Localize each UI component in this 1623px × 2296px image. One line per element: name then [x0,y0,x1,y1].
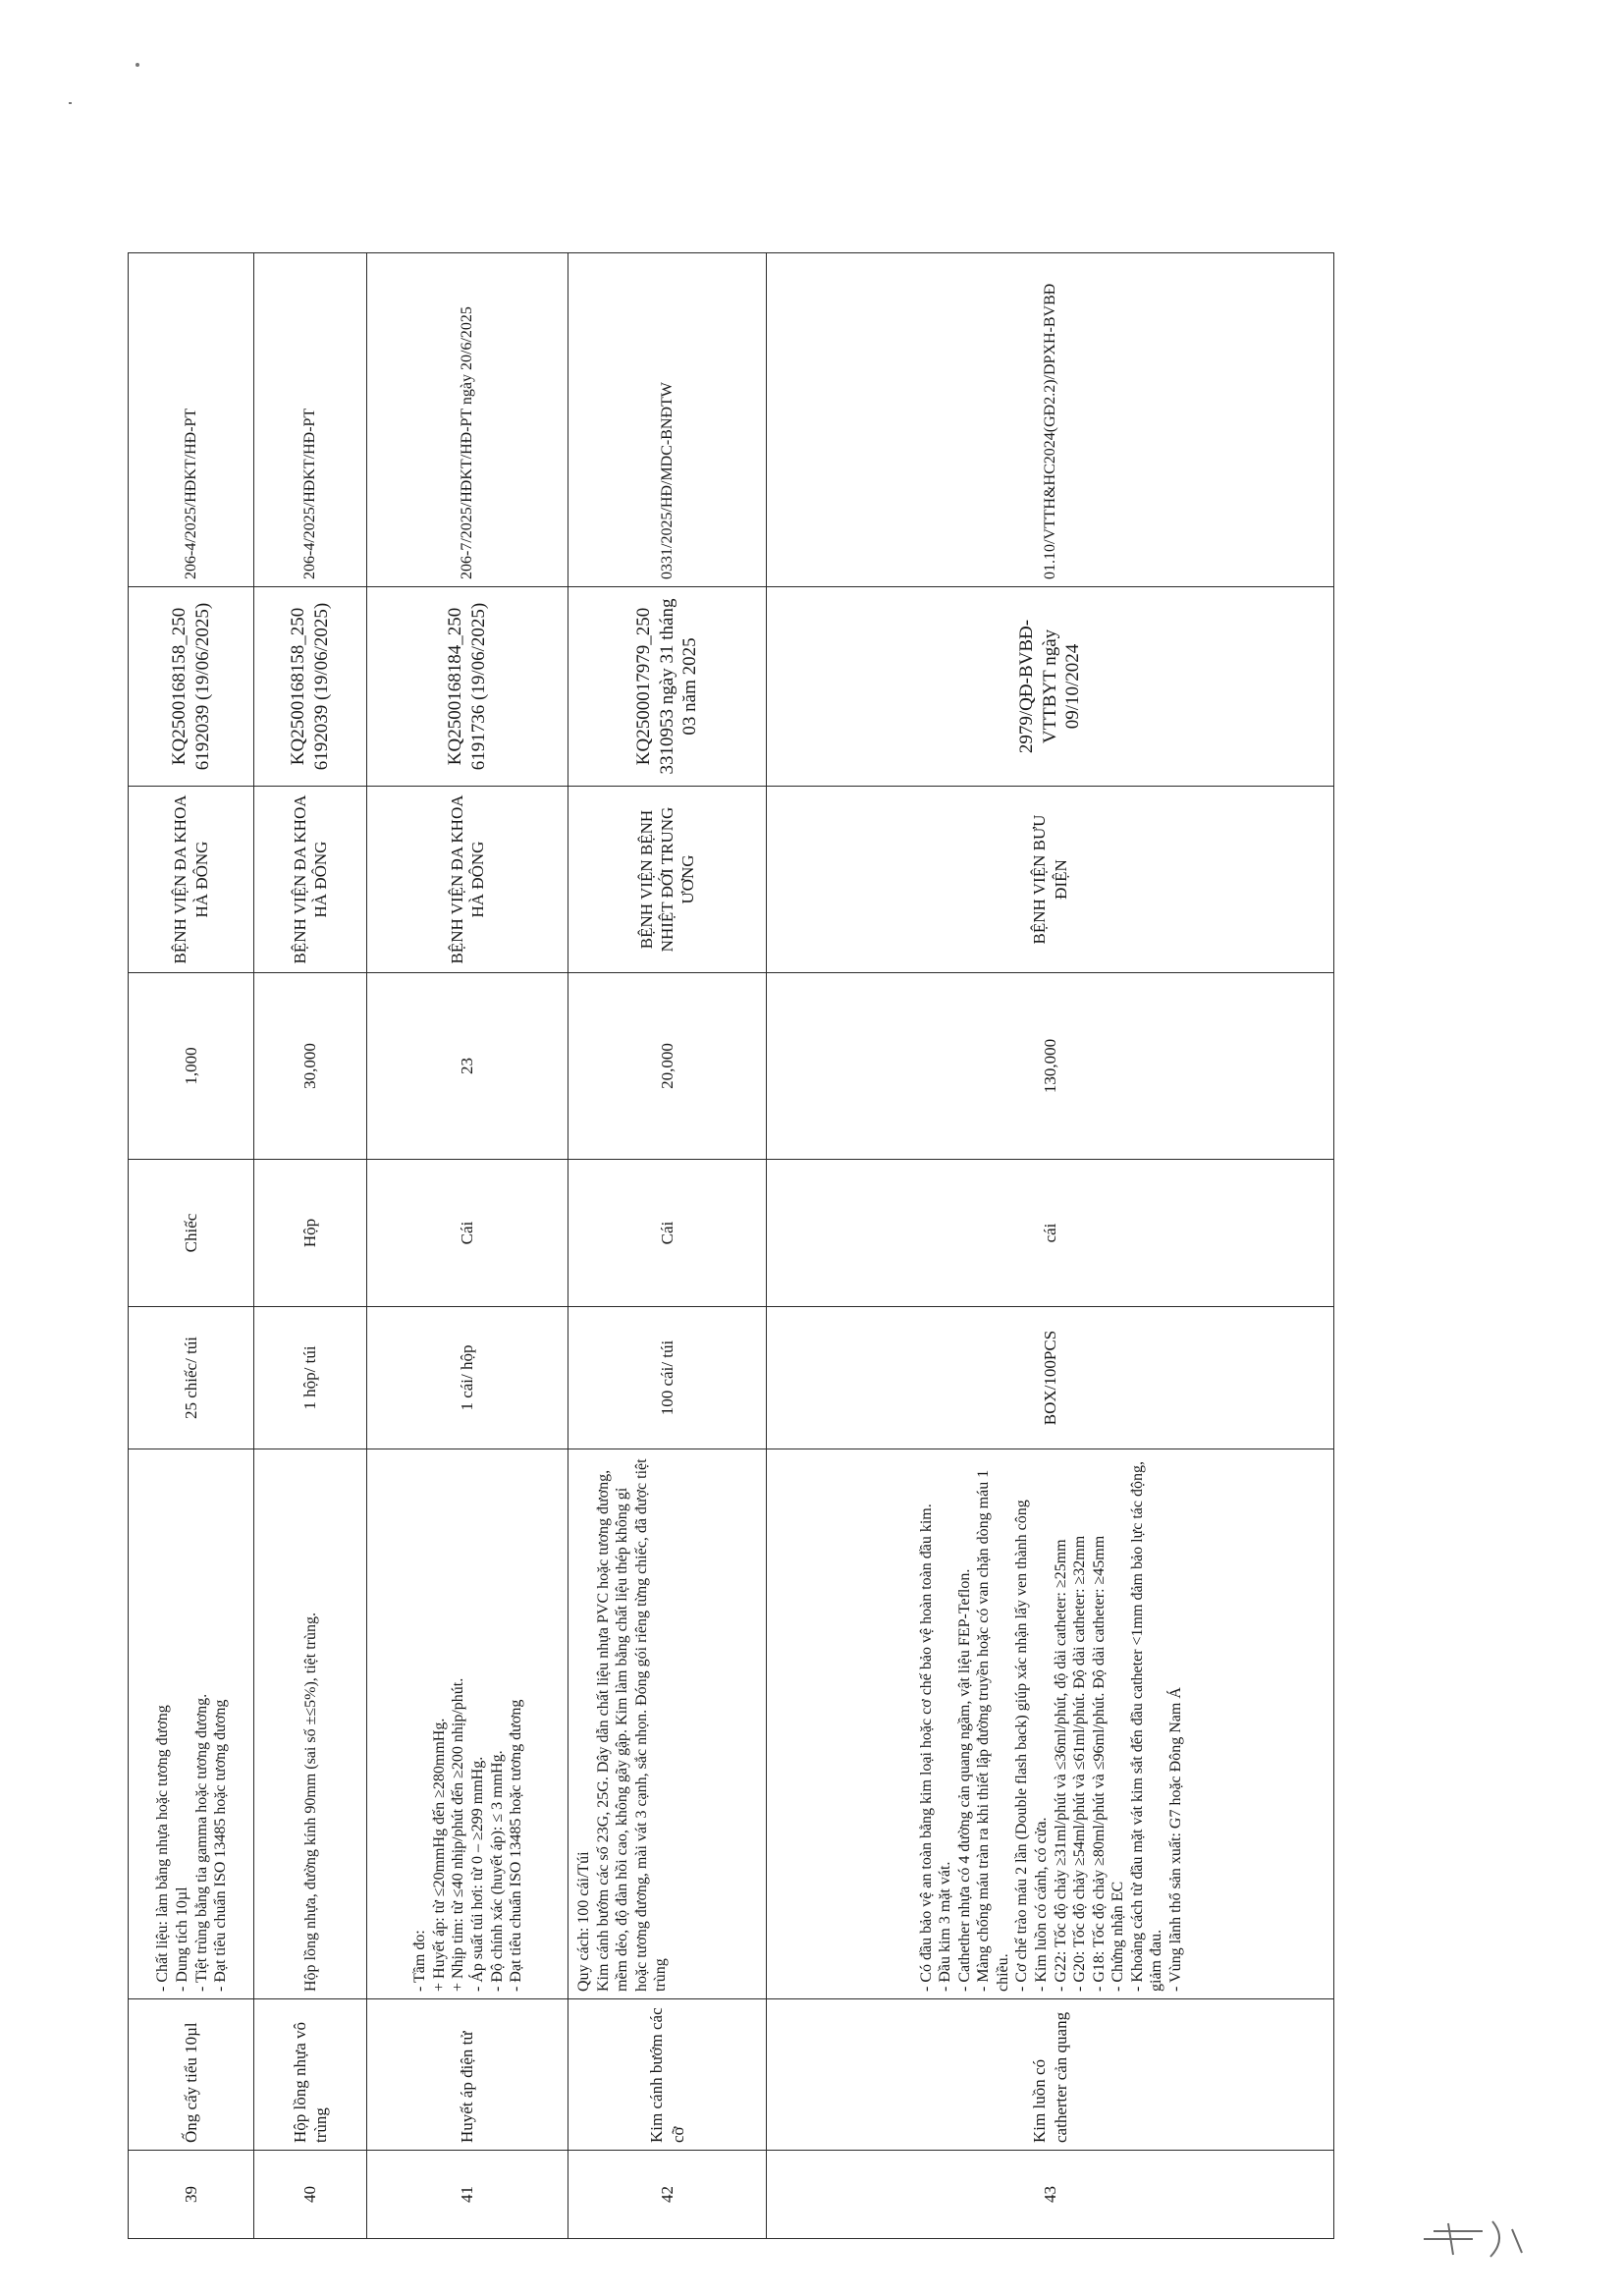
table-row [767,253,1334,2239]
result-reference: KQ2500168158_250 6192039 (19/06/2025) [254,587,367,787]
unit: Hộp [254,1160,367,1307]
quantity: 23 [367,973,568,1160]
scan-speck [135,63,139,67]
unit: Cái [568,1160,767,1307]
row-number: 42 [568,2151,767,2239]
hospital-name: BỆNH VIỆN BƯU ĐIỆN [767,787,1334,973]
table-row [367,253,568,2239]
table-row [568,253,767,2239]
contract-number: 206-7/2025/HĐKT/HĐ-PT ngày 20/6/2025 [367,253,568,587]
table-row [254,253,367,2239]
hospital-name: BỆNH VIỆN ĐA KHOA HÀ ĐÔNG [129,787,254,973]
unit: Chiếc [129,1160,254,1307]
item-specification: Quy cách: 100 cái/Túi Kim cánh bướm các số 23G, 25G. Dây dẫn chất liệu nhựa PVC hoặc tương đương, mềm dẻo, độ đàn hồi cao, không gãy gập. Kim làm bằng chất liệu thép không gỉ hoặc tương đương, mài vát 3 cạnh, sắc nhọn. Đóng gói riêng từng chiếc, đã được tiệt trùng [568,1449,767,1999]
quantity: 30,000 [254,973,367,1160]
item-specification: Hộp lồng nhựa, đường kính 90mm (sai số ±≤5%), tiệt trùng. [254,1449,367,1999]
result-reference: 2979/QĐ-BVBĐ-VTTBYT ngày 09/10/2024 [767,587,1334,787]
result-reference: KQ2500168158_250 6192039 (19/06/2025) [129,587,254,787]
quantity: 130,000 [767,973,1334,1160]
equipment-table [128,252,1334,2239]
item-name: Hộp lồng nhựa vô trùng [254,1999,367,2151]
unit: cái [767,1160,1334,1307]
contract-number: 01.10/VTTH&HC2024(GĐ2.2)/DPXH-BVBĐ [767,253,1334,587]
packaging: 1 cái/ hộp [367,1307,568,1449]
hospital-name: BỆNH VIỆN ĐA KHOA HÀ ĐÔNG [254,787,367,973]
row-number: 40 [254,2151,367,2239]
packaging: 100 cái/ túi [568,1307,767,1449]
row-number: 39 [129,2151,254,2239]
contract-number: 206-4/2025/HĐKT/HĐ-PT [129,253,254,587]
result-reference: KQ2500168184_250 6191736 (19/06/2025) [367,587,568,787]
row-number: 41 [367,2151,568,2239]
scan-speck [69,102,72,104]
item-specification: - Chất liệu: làm bằng nhựa hoặc tương đương - Dung tích 10µl - Tiệt trùng bằng tia gamma hoặc tương đương. - Đạt tiêu chuẩn ISO 13485 hoặc tương đương [129,1449,254,1999]
item-name: Huyết áp điện tử [367,1999,568,2151]
handwritten-initial-mark [1414,2210,1542,2269]
result-reference: KQ2500017979_250 3310953 ngày 31 tháng 03 năm 2025 [568,587,767,787]
item-name: Kim cánh bướm các cỡ [568,1999,767,2151]
packaging: 25 chiếc/ túi [129,1307,254,1449]
hospital-name: BỆNH VIỆN BỆNH NHIỆT ĐỚI TRUNG ƯƠNG [568,787,767,973]
contract-number: 0331/2025/HĐ/MDC-BNĐTW [568,253,767,587]
item-specification: - Tầm đo: + Huyết áp: từ ≤20mmHg đến ≥280mmHg. + Nhịp tim: từ ≤40 nhịp/phút đến ≥200 nhịp/phút. - Áp suất túi hơi: từ 0 – ≥299 mmHg. - Độ chính xác (huyết áp): ≤ 3 mmHg. - Đạt tiêu chuẩn ISO 13485 hoặc tương đương [367,1449,568,1999]
item-specification: - Có đầu bảo vệ an toàn bằng kim loại hoặc cơ chế bảo vệ hoàn toàn đầu kim. - Đầu kim 3 mặt vát. - Cathether nhựa có 4 đường cản quang ngầm, vật liệu FEP-Teflon. - Màng chống máu tràn ra khi thiết lập đường truyền hoặc có van chặn dòng máu 1 chiều. - Cơ chế trào máu 2 lần (Double flash back) giúp xác nhận lấy ven thành công - Kim luồn có cánh, có cửa. - G22: Tốc độ chảy ≥31ml/phút và ≤36ml/phút, độ dài catheter: ≥25mm - G20: Tốc độ chảy ≥54ml/phút và ≤61ml/phút. Độ dài catheter: ≥32mm - G18: Tốc độ chảy ≥80ml/phút và ≤96ml/phút. Độ dài catheter: ≥45mm - Chứng nhận EC - Khoảng cách từ đầu mặt vát kim sắt đến đầu catheter <1mm đảm bảo lực tác động, giảm đau. - Vùng lãnh thổ sản xuất: G7 hoặc Đông Nam Á [767,1449,1334,1999]
item-name: Ống cấy tiểu 10µl [129,1999,254,2151]
quantity: 1,000 [129,973,254,1160]
table-row [129,253,254,2239]
packaging: 1 hộp/ túi [254,1307,367,1449]
rotated-table-container [128,253,1333,2239]
item-name: Kim luồn có catherter cản quang [767,1999,1334,2151]
hospital-name: BỆNH VIỆN ĐA KHOA HÀ ĐÔNG [367,787,568,973]
row-number: 43 [767,2151,1334,2239]
unit: Cái [367,1160,568,1307]
contract-number: 206-4/2025/HĐKT/HĐ-PT [254,253,367,587]
packaging: BOX/100PCS [767,1307,1334,1449]
quantity: 20,000 [568,973,767,1160]
